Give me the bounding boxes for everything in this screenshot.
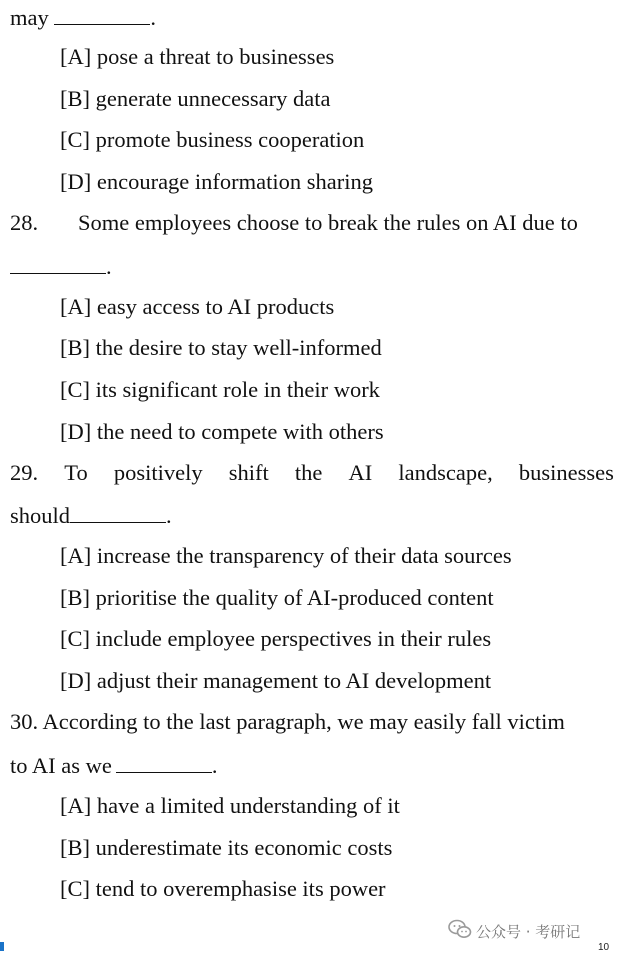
q27-option-b: [B] generate unnecessary data xyxy=(60,86,331,111)
q30-option-c: [C] tend to overemphasise its power xyxy=(60,876,386,901)
q30-stem-line2: to AI as we . xyxy=(10,753,218,778)
q29-stem-line2: should . xyxy=(10,503,172,528)
q28-option-c: [C] its significant role in their work xyxy=(60,377,380,402)
q28-option-b: [B] the desire to stay well-informed xyxy=(60,335,382,360)
q27-option-c: [C] promote business cooperation xyxy=(60,127,365,152)
q28-stem: Some employees choose to break the rules on AI due to xyxy=(78,210,578,235)
answer-blank xyxy=(116,754,212,773)
q28-option-d: [D] the need to compete with others xyxy=(60,419,384,444)
answer-blank xyxy=(70,504,166,523)
q29-option-d: [D] adjust their management to AI development xyxy=(60,668,492,693)
q29-stem-line1: 29. To positively shift the AI landscape, businesses xyxy=(10,460,614,485)
page-number: 10 xyxy=(598,942,610,953)
answer-blank xyxy=(10,255,106,274)
q27-option-d: [D] encourage information sharing xyxy=(60,169,374,194)
footer-source: 公众号 · 考研记 xyxy=(476,923,581,941)
q27-stem-tail: may . xyxy=(10,5,156,30)
q30-stem-line1: 30. According to the last paragraph, we may easily fall victim xyxy=(10,709,565,734)
q30-option-b: [B] underestimate its economic costs xyxy=(60,835,393,860)
q28-option-a: [A] easy access to AI products xyxy=(60,294,335,319)
q29-option-b: [B] prioritise the quality of AI-produced content xyxy=(60,585,494,610)
answer-blank xyxy=(54,6,150,25)
q28-number: 28. xyxy=(10,210,39,235)
wechat-icon xyxy=(448,918,472,940)
q28-stem-line2: . xyxy=(10,255,112,279)
q27-option-a: [A] pose a threat to businesses xyxy=(60,44,335,69)
edge-marker xyxy=(0,942,4,951)
q29-option-c: [C] include employee perspectives in their rules xyxy=(60,626,492,651)
q30-option-a: [A] have a limited understanding of it xyxy=(60,793,400,818)
q29-option-a: [A] increase the transparency of their data sources xyxy=(60,543,512,568)
q27-tail-text: may xyxy=(10,5,49,30)
